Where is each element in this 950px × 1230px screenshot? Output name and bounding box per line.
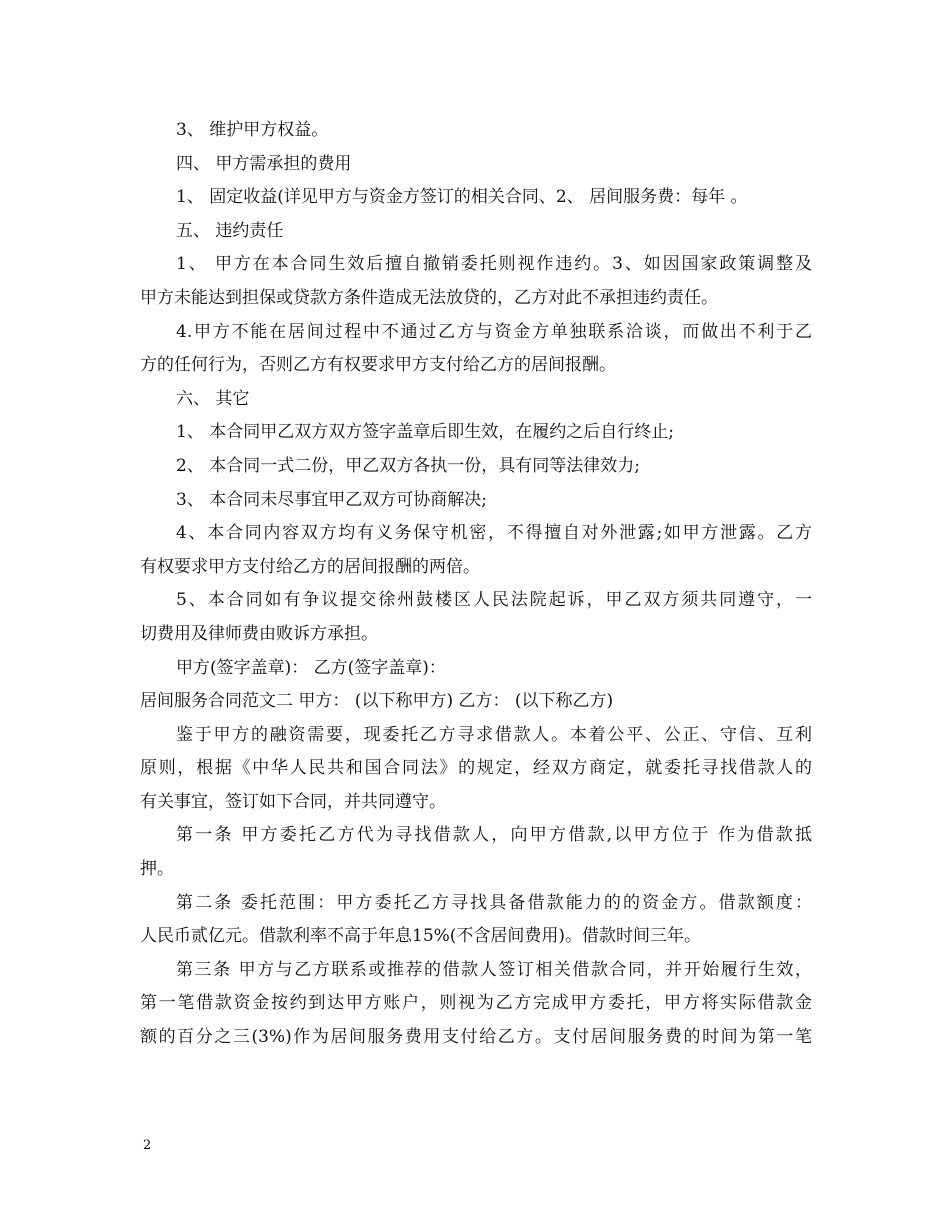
text-line: 额的百分之三(3%)作为居间服务费用支付给乙方。支付居间服务费的时间为第一笔 bbox=[140, 1027, 812, 1048]
text-line: 4、本合同内容双方均有义务保守机密，不得擅自对外泄露;如甲方泄露。乙方 bbox=[176, 523, 812, 544]
text-line: 1、 甲方在本合同生效后擅自撤销委托则视作违约。3、如因国家政策调整及 bbox=[176, 254, 812, 275]
text-line: 4.甲方不能在居间过程中不通过乙方与资金方单独联系洽谈，而做出不利于乙 bbox=[176, 321, 812, 342]
text-line: 有权要求甲方支付给乙方的居间报酬的两倍。 bbox=[140, 556, 480, 577]
text-line: 第一笔借款资金按约到达甲方账户，则视为乙方完成甲方委托，甲方将实际借款金 bbox=[140, 993, 812, 1014]
text-line: 1、 本合同甲乙双方双方签字盖章后即生效，在履约之后自行终止; bbox=[176, 422, 674, 443]
text-line: 第二条 委托范围：甲方委托乙方寻找具备借款能力的的资金方。借款额度： bbox=[176, 892, 812, 913]
text-line: 甲方(签字盖章)： 乙方(签字盖章)： bbox=[176, 657, 446, 678]
text-line: 鉴于甲方的融资需要，现委托乙方寻求借款人。本着公平、公正、守信、互利 bbox=[176, 724, 812, 745]
text-line: 有关事宜，签订如下合同，并共同遵守。 bbox=[140, 791, 446, 812]
text-line: 方的任何行为，否则乙方有权要求甲方支付给乙方的居间报酬。 bbox=[140, 355, 616, 376]
text-line: 切费用及律师费由败诉方承担。 bbox=[140, 623, 378, 644]
text-line: 3、 本合同未尽事宜甲乙双方可协商解决; bbox=[176, 489, 487, 510]
text-line: 第一条 甲方委托乙方代为寻找借款人，向甲方借款,以甲方位于 作为借款抵 bbox=[176, 825, 812, 846]
text-line: 5、本合同如有争议提交徐州鼓楼区人民法院起诉，甲乙双方须共同遵守，一 bbox=[176, 590, 812, 611]
text-line: 四、 甲方需承担的费用 bbox=[176, 153, 352, 174]
text-line: 1、 固定收益(详见甲方与资金方签订的相关合同、2、 居间服务费：每年 。 bbox=[176, 187, 748, 208]
document-body bbox=[140, 114, 812, 1055]
text-line: 居间服务合同范文二 甲方： (以下称甲方) 乙方： (以下称乙方) bbox=[140, 691, 614, 712]
page-number: 2 bbox=[143, 1138, 152, 1153]
text-line: 原则，根据《中华人民共和国合同法》的规定，经双方商定，就委托寻找借款人的 bbox=[140, 758, 812, 779]
text-line: 第三条 甲方与乙方联系或推荐的借款人签订相关借款合同，并开始履行生效， bbox=[176, 959, 812, 980]
text-line: 押。 bbox=[140, 859, 174, 880]
text-line: 六、 其它 bbox=[176, 388, 250, 409]
text-line: 3、 维护甲方权益。 bbox=[176, 120, 329, 140]
text-line: 甲方未能达到担保或贷款方条件造成无法放贷的，乙方对此不承担违约责任。 bbox=[140, 287, 718, 308]
text-line: 人民币贰亿元。借款利率不高于年息15%(不含居间费用)。借款时间三年。 bbox=[140, 926, 702, 947]
text-line: 五、 违约责任 bbox=[176, 220, 284, 241]
text-line: 2、 本合同一式二份，甲乙双方各执一份，具有同等法律效力; bbox=[176, 455, 640, 476]
